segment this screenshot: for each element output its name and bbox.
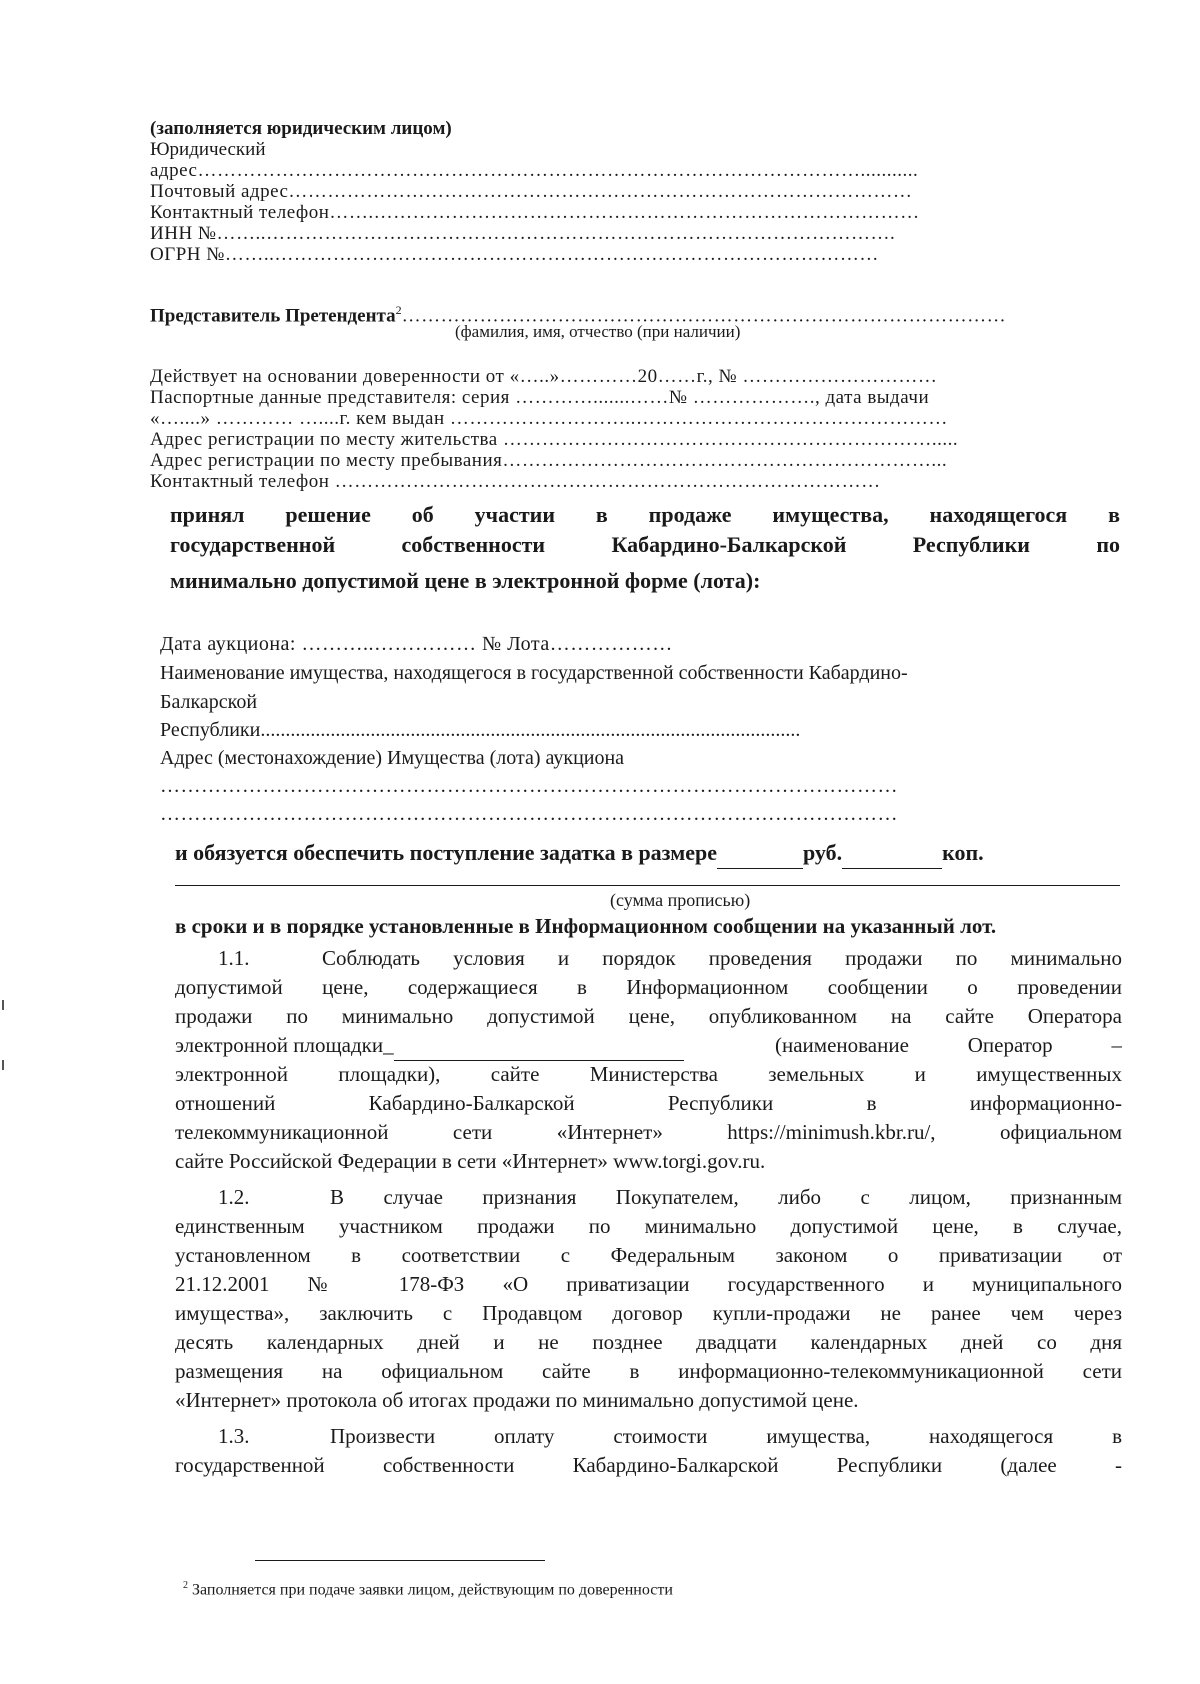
stay-address-field[interactable]: Адрес регистрации по месту пребывания…………………………………………………………...	[150, 450, 948, 471]
clause-1-1-line-6: отношений Кабардино-Балкарской Республики в информационно-	[175, 1091, 1122, 1115]
property-name-label-2: Балкарской	[160, 691, 258, 713]
clause-1-2-line-5: имущества», заключить с Продавцом договор купли-продажи не ранее чем через	[175, 1301, 1122, 1325]
passport-field[interactable]: Паспортные данные представителя: серия ………….......……№ ………………., дата выдачи	[150, 387, 930, 408]
representative-label: Представитель Претендента	[150, 305, 396, 327]
property-name-field[interactable]: Республики............................................................................................................	[160, 719, 801, 741]
property-address-field-2[interactable]: ………………………………………………………………………………………………	[160, 803, 898, 825]
deposit-kop-field[interactable]	[842, 838, 942, 869]
clause-1-1-line-1: Соблюдать условия и порядок проведения продажи по минимально	[322, 946, 1122, 970]
clause-1-2-line-3: установленном в соответствии с Федеральным законом о приватизации от	[175, 1243, 1122, 1267]
auction-date-lot-field[interactable]: Дата аукциона: ………..…………… № Лота………………	[160, 633, 673, 655]
clause-1-3-line-2: государственной собственности Кабардино-Балкарской Республики (далее -	[175, 1453, 1122, 1477]
decision-line-2: государственной собственности Кабардино-Балкарской Республики по	[170, 532, 1120, 557]
clause-1-1-line-5: электронной площадки), сайте Министерства земельных и имущественных	[175, 1062, 1122, 1086]
clause-1-3-number: 1.3.	[218, 1424, 250, 1448]
clause-1-2-line-4: 21.12.2001 № 178-ФЗ «О приватизации государственного и муниципального	[175, 1272, 1122, 1296]
kop-label: коп.	[942, 840, 984, 865]
property-address-label: Адрес (местонахождение) Имущества (лота) аукциона	[160, 747, 625, 769]
operator-name-field[interactable]	[394, 1031, 684, 1061]
footnote-mark: 2	[183, 1580, 188, 1591]
decision-line-1: принял решение об участии в продаже имущества, находящегося в	[170, 502, 1120, 527]
legal-entity-heading: (заполняется юридическим лицом)	[150, 118, 452, 139]
scan-mark	[2, 1000, 4, 1010]
clause-1-1-number: 1.1.	[218, 946, 250, 970]
representative-name-hint: (фамилия, имя, отчество (при наличии)	[455, 322, 741, 341]
property-name-label-1: Наименование имущества, находящегося в государственной собственности Кабардино-	[160, 662, 908, 684]
clause-1-2-line-2: единственным участником продажи по минимально допустимой цене, в случае,	[175, 1214, 1122, 1238]
legal-address-field[interactable]: адрес…………………………………………………………………………………………...........	[150, 160, 919, 181]
property-address-field-1[interactable]: ………………………………………………………………………………………………	[160, 775, 898, 797]
footnote-separator	[255, 1560, 545, 1561]
clause-1-2-line-1: В случае признания Покупателем, либо с лицом, признанным	[330, 1185, 1122, 1209]
ogrn-field[interactable]: ОГРН №……..…………………………………………………………………………………	[150, 244, 879, 265]
decision-line-3: минимально допустимой цене в электронной форме (лота):	[170, 568, 761, 593]
clause-1-1-line-4	[175, 1031, 684, 1061]
clause-1-1-line-3: продажи по минимально допустимой цене, опубликованном на сайте Оператора	[175, 1004, 1122, 1028]
clause-1-2-line-6: десять календарных дней и не позднее двадцати календарных дней со дня	[175, 1330, 1122, 1354]
deposit-rub-field[interactable]	[717, 838, 803, 869]
contact-phone-field[interactable]: Контактный телефон…….…………………………………………………………………………	[150, 202, 920, 223]
inn-field[interactable]: ИНН №……..…………………………………………………………………………………….	[150, 223, 896, 244]
footnote-ref: 2	[395, 303, 402, 317]
scan-mark	[2, 1060, 4, 1070]
clause-1-2-number: 1.2.	[218, 1185, 250, 1209]
clause-1-1-line-8: сайте Российской Федерации в сети «Интернет» www.torgi.gov.ru.	[175, 1149, 766, 1173]
operator-label: электронной площадки_	[175, 1033, 394, 1057]
deposit-text: и обязуется обеспечить поступление задатка в размере	[175, 840, 717, 865]
clause-1-1-line-2: допустимой цене, содержащиеся в Информационном сообщении о проведении	[175, 975, 1122, 999]
clause-1-1-line-4-end: (наименование Оператор –	[775, 1033, 1122, 1057]
legal-address-label: Юридический	[150, 139, 266, 160]
footnote-text: Заполняется при подаче заявки лицом, действующим по доверенности	[192, 1581, 673, 1599]
representative-phone-field[interactable]: Контактный телефон …………………………………………………………………………	[150, 471, 881, 492]
residence-address-field[interactable]: Адрес регистрации по месту жительства ………………………………………………………….....	[150, 429, 959, 450]
postal-address-field[interactable]: Почтовый адрес……………………………………………………………………………………	[150, 181, 913, 202]
sum-in-words-field[interactable]	[175, 885, 1120, 886]
clause-1-2-line-8: «Интернет» протокола об итогах продажи по минимально допустимой цене.	[175, 1388, 859, 1412]
clause-1-2-line-7: размещения на официальном сайте в информационно-телекоммуникационной сети	[175, 1359, 1122, 1383]
clause-1-3-line-1: Произвести оплату стоимости имущества, находящегося в	[330, 1424, 1122, 1448]
clause-1-1-line-7: телекоммуникационной сети «Интернет» https://minimush.kbr.ru/, официальном	[175, 1120, 1122, 1144]
sum-in-words-hint: (сумма прописью)	[610, 890, 751, 910]
representative-name-field[interactable]: …………………………………………………………………………………	[401, 305, 1007, 327]
rub-label: руб.	[802, 840, 843, 865]
passport-issued-field[interactable]: «…....» ………… …....г. кем выдан ………………………..…………………………………………	[150, 408, 948, 429]
deposit-line	[175, 838, 984, 869]
footnote	[183, 1576, 673, 1600]
deposit-terms: в сроки и в порядке установленные в Информационном сообщении на указанный лот.	[175, 914, 997, 938]
power-of-attorney-field[interactable]: Действует на основании доверенности от «…..»…………20……г., № …………………………	[150, 366, 938, 387]
